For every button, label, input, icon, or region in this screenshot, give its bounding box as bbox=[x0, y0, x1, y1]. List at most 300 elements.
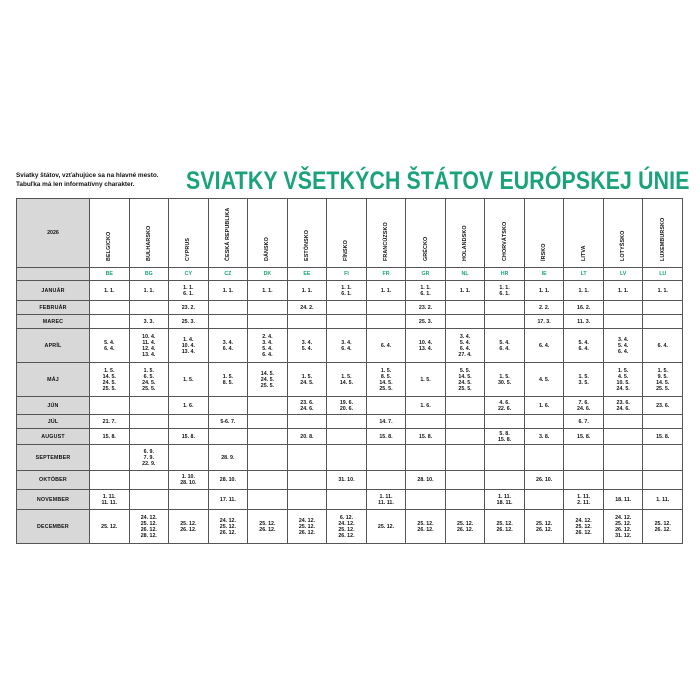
month-row bbox=[17, 363, 683, 397]
holiday-cell bbox=[208, 301, 248, 315]
holiday-date: 1. 11. bbox=[577, 493, 591, 500]
holiday-cell bbox=[169, 429, 209, 445]
holiday-date: 15. 8. bbox=[656, 433, 670, 440]
holiday-date: 26. 12. bbox=[654, 526, 671, 533]
country-header bbox=[643, 199, 683, 268]
holiday-cell bbox=[485, 415, 525, 429]
country-header bbox=[366, 199, 406, 268]
holiday-date: 25. 12. bbox=[654, 520, 671, 527]
country-header bbox=[564, 199, 604, 268]
holiday-date: 25. 5. bbox=[379, 385, 393, 392]
holiday-cell bbox=[445, 329, 485, 363]
page-title: SVIATKY VŠETKÝCH ŠTÁTOV EURÓPSKEJ ÚNIE bbox=[186, 167, 690, 195]
holiday-cell bbox=[524, 281, 564, 301]
holiday-cell bbox=[564, 429, 604, 445]
month-row bbox=[17, 490, 683, 510]
country-code: NL bbox=[445, 268, 485, 281]
country-code: EE bbox=[287, 268, 327, 281]
holiday-date: 25. 5. bbox=[142, 385, 156, 392]
holiday-date: 15. 8. bbox=[379, 433, 393, 440]
holiday-cell bbox=[485, 510, 525, 544]
country-name: ČESKÁ REPUBLIKA bbox=[224, 207, 231, 261]
holiday-date: 31. 12. bbox=[615, 532, 632, 539]
holiday-cell bbox=[287, 315, 327, 329]
holiday-date: 10. 5. bbox=[616, 379, 630, 386]
holiday-date: 1. 5. bbox=[183, 376, 194, 383]
holiday-cell bbox=[406, 363, 446, 397]
holiday-date: 17. 3. bbox=[537, 318, 551, 325]
holiday-date: 1. 11. bbox=[498, 493, 512, 500]
holiday-cell bbox=[643, 490, 683, 510]
holiday-cell bbox=[248, 490, 288, 510]
holiday-date: 8. 5. bbox=[380, 373, 392, 380]
holiday-cell bbox=[327, 363, 367, 397]
holiday-date: 25. 12. bbox=[101, 523, 118, 530]
holiday-date: 1. 5. bbox=[380, 367, 392, 374]
holiday-cell bbox=[524, 397, 564, 415]
country-header bbox=[169, 199, 209, 268]
holiday-cell bbox=[248, 445, 288, 471]
holiday-cell bbox=[169, 510, 209, 544]
holiday-date: 25. 5. bbox=[102, 385, 116, 392]
holiday-cell bbox=[366, 445, 406, 471]
holiday-cell bbox=[129, 363, 169, 397]
country-name: BULHARSKO bbox=[145, 225, 152, 261]
holiday-date: 28. 10. bbox=[219, 477, 236, 483]
month-label: APRÍL bbox=[17, 329, 90, 363]
country-name: LOTYŠSKO bbox=[620, 230, 627, 261]
holiday-date: 6. 12. bbox=[339, 514, 354, 521]
holiday-date: 25. 12. bbox=[615, 520, 632, 527]
holiday-cell bbox=[445, 397, 485, 415]
holiday-cell bbox=[129, 329, 169, 363]
holiday-date: 1. 5. bbox=[222, 373, 234, 380]
holiday-date: 22. 9. bbox=[142, 460, 156, 467]
country-code: CZ bbox=[208, 268, 248, 281]
holiday-cell bbox=[208, 329, 248, 363]
holiday-date: 3. 4. bbox=[222, 339, 234, 346]
country-name: CHORVÁTSKO bbox=[501, 221, 508, 261]
holiday-cell bbox=[287, 490, 327, 510]
holiday-date: 6. 4. bbox=[222, 345, 234, 352]
holiday-cell bbox=[366, 363, 406, 397]
holiday-date: 5. 8. bbox=[499, 430, 510, 437]
holiday-cell bbox=[524, 363, 564, 397]
holiday-cell bbox=[524, 415, 564, 429]
holiday-date: 24. 5. bbox=[260, 376, 275, 383]
holiday-date: 27. 4. bbox=[458, 351, 472, 358]
holiday-date: 6. 1. bbox=[420, 290, 431, 297]
holiday-date: 7. 9. bbox=[143, 454, 154, 461]
holiday-cell bbox=[485, 281, 525, 301]
holiday-cell bbox=[287, 329, 327, 363]
holiday-cell bbox=[327, 415, 367, 429]
holiday-cell bbox=[248, 397, 288, 415]
holiday-date: 24. 2. bbox=[300, 304, 314, 311]
holiday-date: 11. 11. bbox=[101, 499, 118, 506]
holiday-cell bbox=[366, 415, 406, 429]
holiday-cell bbox=[90, 281, 130, 301]
holiday-date: 30. 5. bbox=[497, 379, 512, 386]
holiday-cell bbox=[287, 281, 327, 301]
holiday-date: 23. 6. bbox=[616, 399, 630, 406]
holiday-cell bbox=[208, 471, 248, 490]
holiday-date: 25. 12. bbox=[536, 520, 553, 527]
holiday-cell bbox=[327, 510, 367, 544]
holiday-date: 26. 12. bbox=[219, 529, 236, 536]
holiday-cell bbox=[564, 415, 604, 429]
holiday-cell bbox=[248, 363, 288, 397]
holiday-cell bbox=[208, 510, 248, 544]
holiday-cell bbox=[287, 471, 327, 490]
holiday-date: 1. 5. bbox=[657, 367, 668, 374]
holiday-cell bbox=[287, 415, 327, 429]
country-header bbox=[90, 199, 130, 268]
holiday-cell bbox=[327, 329, 367, 363]
holiday-date: 6. 1. bbox=[183, 290, 194, 297]
holiday-cell bbox=[564, 397, 604, 415]
holiday-cell bbox=[208, 363, 248, 397]
holiday-date: 6. 4. bbox=[341, 345, 352, 352]
holiday-date: 26. 12. bbox=[496, 526, 513, 533]
holiday-date: 1. 11. bbox=[656, 496, 670, 503]
holiday-cell bbox=[564, 281, 604, 301]
holiday-date: 1. 1. bbox=[380, 287, 392, 294]
holiday-date: 6. 7. bbox=[578, 418, 589, 425]
holiday-date: 14. 5. bbox=[458, 373, 472, 380]
holiday-cell bbox=[129, 490, 169, 510]
holiday-cell bbox=[643, 445, 683, 471]
holiday-cell bbox=[248, 415, 288, 429]
month-label: MAREC bbox=[17, 315, 90, 329]
holiday-cell bbox=[327, 397, 367, 415]
holiday-date: 10. 4. bbox=[418, 339, 433, 346]
holiday-cell bbox=[485, 445, 525, 471]
holiday-date: 1. 1. bbox=[618, 287, 629, 294]
holiday-cell bbox=[406, 315, 446, 329]
holiday-cell bbox=[129, 510, 169, 544]
holiday-date: 5. 4. bbox=[301, 345, 313, 352]
country-header bbox=[603, 199, 643, 268]
holiday-date: 25. 12. bbox=[140, 520, 157, 527]
holiday-date: 15. 8. bbox=[418, 433, 433, 440]
country-name: ESTÓNSKO bbox=[303, 229, 310, 261]
holiday-date: 6. 4. bbox=[380, 342, 392, 349]
holiday-cell bbox=[445, 490, 485, 510]
month-row bbox=[17, 471, 683, 490]
holiday-date: 25. 12. bbox=[298, 523, 316, 530]
holiday-date: 25. 12. bbox=[575, 523, 592, 530]
country-code: LV bbox=[603, 268, 643, 281]
month-label: JÚN bbox=[17, 397, 90, 415]
holiday-cell bbox=[564, 329, 604, 363]
holiday-cell bbox=[603, 490, 643, 510]
country-name: FRANCÚZSKO bbox=[382, 222, 389, 261]
month-row bbox=[17, 510, 683, 544]
holiday-cell bbox=[524, 429, 564, 445]
holiday-date: 25. 12. bbox=[338, 526, 355, 533]
holiday-date: 24. 12. bbox=[615, 514, 632, 521]
holiday-date: 5. 5. bbox=[459, 367, 471, 374]
holiday-cell bbox=[485, 315, 525, 329]
holiday-cell bbox=[90, 329, 130, 363]
holiday-cell bbox=[169, 315, 209, 329]
holiday-date: 11. 4. bbox=[142, 339, 156, 346]
holiday-date: 3. 4. bbox=[301, 339, 313, 346]
holiday-date: 1. 1. bbox=[222, 287, 234, 294]
info-note-line-1: Sviatky štátov, vzťahujúce sa na hlavné mesto. bbox=[16, 172, 159, 179]
holiday-date: 3. 3. bbox=[143, 318, 154, 325]
month-row bbox=[17, 315, 683, 329]
holiday-date: 6. 1. bbox=[499, 290, 510, 297]
holiday-cell bbox=[564, 471, 604, 490]
country-header bbox=[445, 199, 485, 268]
holiday-date: 13. 4. bbox=[418, 345, 433, 352]
country-header bbox=[327, 199, 367, 268]
holiday-cell bbox=[366, 397, 406, 415]
holiday-date: 1. 6. bbox=[420, 402, 431, 409]
year-cell-extension bbox=[17, 268, 90, 281]
info-note bbox=[16, 172, 186, 189]
holiday-date: 8. 5. bbox=[222, 379, 234, 386]
holiday-cell bbox=[643, 329, 683, 363]
month-label: FEBRUÁR bbox=[17, 301, 90, 315]
country-name: GRÉCKO bbox=[422, 236, 429, 261]
month-row bbox=[17, 429, 683, 445]
holiday-date: 1. 5. bbox=[499, 373, 510, 380]
holiday-cell bbox=[643, 397, 683, 415]
holiday-cell bbox=[445, 415, 485, 429]
holiday-date: 1. 5. bbox=[420, 376, 431, 383]
holiday-cell bbox=[643, 471, 683, 490]
holiday-cell bbox=[129, 397, 169, 415]
holiday-cell bbox=[169, 445, 209, 471]
holiday-date: 1. 5. bbox=[143, 367, 154, 374]
month-row bbox=[17, 397, 683, 415]
holiday-date: 6. 4. bbox=[538, 342, 550, 349]
holiday-cell bbox=[485, 301, 525, 315]
holiday-date: 20. 6. bbox=[339, 405, 354, 412]
holiday-cell bbox=[445, 315, 485, 329]
country-name: DÁNSKO bbox=[264, 237, 271, 261]
holiday-date: 25. 3. bbox=[181, 318, 195, 325]
country-code: CY bbox=[169, 268, 209, 281]
holiday-cell bbox=[208, 397, 248, 415]
holiday-cell bbox=[366, 490, 406, 510]
holiday-cell bbox=[90, 363, 130, 397]
holiday-date: 3. 4. bbox=[459, 333, 471, 340]
holiday-date: 6. 4. bbox=[459, 345, 471, 352]
holiday-cell bbox=[248, 301, 288, 315]
holiday-date: 1. 5. bbox=[618, 367, 629, 374]
holiday-date: 1. 1. bbox=[183, 284, 194, 291]
holiday-cell bbox=[643, 429, 683, 445]
country-name: CYPRUS bbox=[185, 237, 192, 261]
holiday-date: 24. 6. bbox=[577, 405, 591, 412]
holiday-date: 13. 4. bbox=[181, 348, 195, 355]
holiday-cell bbox=[406, 510, 446, 544]
holiday-date: 1. 11. bbox=[102, 493, 116, 500]
country-name: BELGICKO bbox=[106, 231, 113, 261]
holiday-date: 15. 8. bbox=[181, 433, 195, 440]
holiday-date: 25. 12. bbox=[180, 520, 197, 527]
holiday-cell bbox=[445, 363, 485, 397]
holiday-date: 6. 4. bbox=[578, 345, 589, 352]
holiday-date: 24. 12. bbox=[298, 517, 316, 524]
holiday-date: 5. 4. bbox=[104, 339, 115, 346]
holiday-cell bbox=[524, 315, 564, 329]
holiday-cell bbox=[603, 445, 643, 471]
holiday-cell bbox=[366, 301, 406, 315]
holiday-cell bbox=[169, 363, 209, 397]
holiday-date: 5. 4. bbox=[578, 339, 589, 346]
country-code: LT bbox=[564, 268, 604, 281]
holiday-cell bbox=[406, 397, 446, 415]
holiday-date: 1. 1. bbox=[341, 284, 352, 291]
holiday-cell bbox=[603, 301, 643, 315]
holiday-date: 24. 5. bbox=[102, 379, 116, 386]
holiday-date: 5. 4. bbox=[459, 339, 471, 346]
holiday-date: 12. 4. bbox=[142, 345, 156, 352]
holiday-cell bbox=[643, 415, 683, 429]
holiday-date: 15. 8. bbox=[497, 436, 512, 443]
holiday-date: 25. 12. bbox=[417, 520, 434, 527]
holiday-date: 1. 1. bbox=[420, 284, 431, 291]
holiday-cell bbox=[327, 281, 367, 301]
holiday-date: 28. 12. bbox=[140, 532, 157, 539]
country-name: HOLANDSKO bbox=[462, 225, 469, 261]
country-name: FÍNSKO bbox=[343, 240, 350, 261]
holiday-cell bbox=[406, 445, 446, 471]
holiday-date: 1. 1. bbox=[262, 287, 273, 294]
holiday-date: 14. 5. bbox=[339, 379, 354, 386]
holiday-date: 11. 11. bbox=[378, 499, 394, 506]
holiday-cell bbox=[208, 429, 248, 445]
holiday-cell bbox=[445, 445, 485, 471]
holiday-cell bbox=[603, 471, 643, 490]
month-row bbox=[17, 281, 683, 301]
holiday-date: 26. 12. bbox=[180, 526, 197, 533]
holiday-date: 26. 12. bbox=[615, 526, 632, 533]
country-header bbox=[406, 199, 446, 268]
holiday-date: 1. 1. bbox=[301, 287, 313, 294]
holiday-cell bbox=[524, 490, 564, 510]
holiday-date: 6. 4. bbox=[499, 345, 510, 352]
country-name: ÍRSKO bbox=[541, 243, 548, 261]
holiday-date: 26. 12. bbox=[298, 529, 316, 536]
holiday-cell bbox=[169, 281, 209, 301]
country-code: FI bbox=[327, 268, 367, 281]
holiday-date: 7. 6. bbox=[578, 399, 589, 406]
holiday-cell bbox=[208, 415, 248, 429]
holiday-cell bbox=[406, 415, 446, 429]
holiday-cell bbox=[287, 445, 327, 471]
holiday-cell bbox=[524, 510, 564, 544]
holiday-cell bbox=[327, 471, 367, 490]
holiday-cell bbox=[406, 471, 446, 490]
holiday-cell bbox=[90, 415, 130, 429]
holiday-cell bbox=[366, 329, 406, 363]
country-code: BG bbox=[129, 268, 169, 281]
holiday-date: 24. 5. bbox=[616, 385, 630, 392]
holiday-cell bbox=[129, 429, 169, 445]
holiday-date: 5. 4. bbox=[262, 345, 273, 352]
holiday-cell bbox=[524, 471, 564, 490]
holiday-date: 24. 12. bbox=[338, 520, 355, 527]
holiday-cell bbox=[248, 429, 288, 445]
holiday-cell bbox=[90, 429, 130, 445]
holiday-cell bbox=[524, 329, 564, 363]
holiday-cell bbox=[366, 281, 406, 301]
holiday-date: 10. 4. bbox=[181, 342, 195, 349]
country-code: DK bbox=[248, 268, 288, 281]
holiday-date: 6. 4. bbox=[262, 351, 273, 358]
holiday-date: 2. 2. bbox=[538, 304, 550, 311]
holiday-cell bbox=[485, 429, 525, 445]
country-code: FR bbox=[366, 268, 406, 281]
holiday-cell bbox=[406, 429, 446, 445]
country-header bbox=[287, 199, 327, 268]
country-code: IE bbox=[524, 268, 564, 281]
holiday-date: 14. 5. bbox=[102, 373, 116, 380]
holiday-cell bbox=[287, 397, 327, 415]
holiday-table bbox=[16, 198, 683, 544]
holiday-date: 3. 4. bbox=[341, 339, 352, 346]
holiday-date: 1. 1. bbox=[459, 287, 471, 294]
holiday-date: 23. 2. bbox=[418, 304, 433, 311]
holiday-date: 4. 5. bbox=[618, 373, 629, 380]
month-row bbox=[17, 329, 683, 363]
holiday-date: 1. 5. bbox=[104, 367, 115, 374]
holiday-date: 3. 5. bbox=[578, 379, 589, 386]
holiday-date: 1. 1. bbox=[657, 287, 668, 294]
holiday-cell bbox=[564, 445, 604, 471]
holiday-date: 24. 6. bbox=[300, 405, 314, 412]
holiday-date: 25. 12. bbox=[259, 520, 276, 527]
holiday-cell bbox=[248, 471, 288, 490]
holiday-date: 24. 6. bbox=[616, 405, 630, 412]
holiday-date: 5. 4. bbox=[499, 339, 510, 346]
holiday-cell bbox=[406, 329, 446, 363]
holiday-date: 1. 5. bbox=[578, 373, 589, 380]
country-code: HR bbox=[485, 268, 525, 281]
holiday-date: 24. 5. bbox=[142, 379, 156, 386]
holiday-cell bbox=[129, 471, 169, 490]
holiday-date: 5. 4. bbox=[618, 342, 629, 349]
holiday-date: 2. 11. bbox=[577, 499, 591, 506]
holiday-date: 25. 12. bbox=[456, 520, 474, 527]
holiday-cell bbox=[287, 301, 327, 315]
holiday-cell bbox=[603, 315, 643, 329]
country-code: GR bbox=[406, 268, 446, 281]
holiday-date: 23. 2. bbox=[181, 304, 195, 311]
holiday-cell bbox=[129, 281, 169, 301]
holiday-date: 1. 1. bbox=[104, 287, 115, 294]
month-label: OKTÓBER bbox=[17, 471, 90, 490]
holiday-date: 2. 4. bbox=[262, 333, 273, 340]
holiday-cell bbox=[287, 429, 327, 445]
holiday-date: 13. 4. bbox=[142, 351, 156, 358]
holiday-cell bbox=[90, 510, 130, 544]
year-label: 2026 bbox=[17, 199, 90, 268]
holiday-cell bbox=[485, 471, 525, 490]
holiday-cell bbox=[129, 415, 169, 429]
holiday-date: 6. 9. bbox=[143, 448, 154, 455]
month-row bbox=[17, 445, 683, 471]
info-note-line-2: Tabuľka má len informatívny charakter. bbox=[16, 180, 135, 188]
holiday-cell bbox=[327, 445, 367, 471]
holiday-date: 24. 5. bbox=[458, 379, 472, 386]
